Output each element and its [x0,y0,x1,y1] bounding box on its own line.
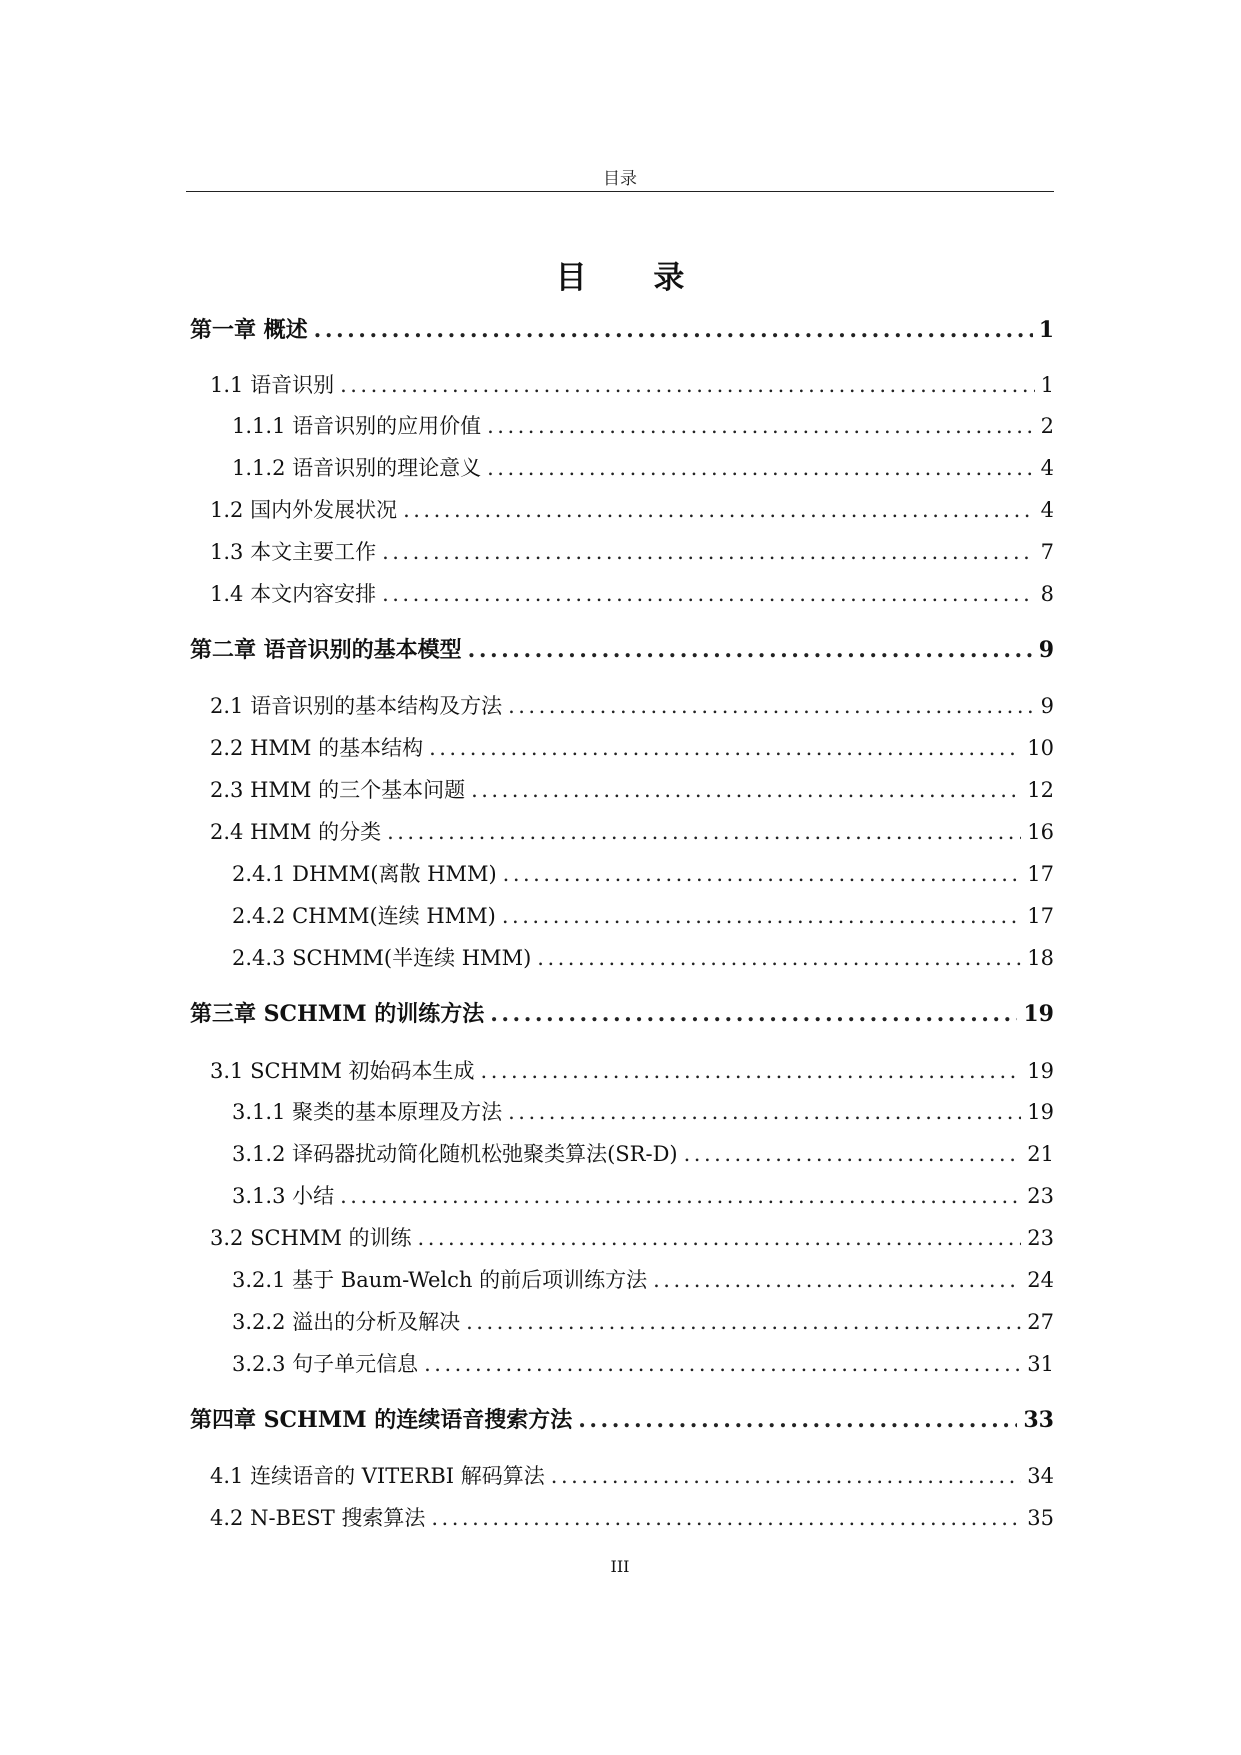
toc-chapter-entry [190,636,1054,664]
toc-entry-page: 1 [1040,373,1054,397]
toc-entry-page: 1 [1038,317,1054,343]
toc-leader-dots [314,316,1033,344]
toc-section-entry [190,1057,1054,1085]
toc-entry-label: 1.3 本文主要工作 [210,540,377,564]
toc-leader-dots [490,1000,1017,1028]
toc-entry-label: 2.4 HMM 的分类 [210,820,382,844]
toc-leader-dots [387,818,1021,846]
toc-entry-page: 19 [1027,1100,1054,1124]
toc-subsection-entry [190,1350,1054,1378]
toc-leader-dots [487,454,1035,482]
toc-leader-dots [431,1504,1021,1532]
toc-chapter-entry [190,1406,1054,1434]
toc-subsection-entry [190,902,1054,930]
toc-entry-label: 3.1.1 聚类的基本原理及方法 [232,1100,503,1124]
toc-entry-page: 33 [1023,1407,1054,1433]
running-header: 目录 [603,169,637,189]
toc-entry-page: 17 [1027,862,1054,886]
toc-entry-label: 3.2.1 基于 Baum-Welch 的前后项训练方法 [232,1268,648,1292]
toc-entry-page: 2 [1040,414,1054,438]
toc-entry-label: 2.4.1 DHMM(离散 HMM) [232,862,497,886]
toc-entry-label: 2.4.3 SCHMM(半连续 HMM) [232,946,532,970]
toc-entry-label: 第三章 SCHMM 的训练方法 [190,1001,485,1027]
toc-entry-page: 19 [1023,1001,1054,1027]
toc-subsection-entry [190,944,1054,972]
toc-section-entry [190,1504,1054,1532]
toc-section-entry [190,371,1054,399]
toc-entry-label: 1.4 本文内容安排 [210,582,377,606]
toc-subsection-entry [190,1266,1054,1294]
toc-leader-dots [578,1406,1017,1434]
toc-leader-dots [502,902,1021,930]
toc-entry-page: 35 [1027,1506,1054,1530]
toc-section-entry [190,692,1054,720]
toc-entry-page: 27 [1027,1310,1054,1334]
toc-entry-label: 3.2 SCHMM 的训练 [210,1226,412,1250]
toc-chapter-entry [190,1000,1054,1028]
toc-subsection-entry [190,1182,1054,1210]
toc-leader-dots [340,371,1035,399]
toc-subsection-entry [190,860,1054,888]
toc-entry-page: 9 [1038,637,1054,663]
toc-section-entry [190,818,1054,846]
toc-subsection-entry [190,454,1054,482]
toc-entry-page: 18 [1027,946,1054,970]
toc-entry-page: 9 [1040,694,1054,718]
toc-entry-label: 3.2.2 溢出的分析及解决 [232,1310,461,1334]
toc-entry-label: 1.2 国内外发展状况 [210,498,398,522]
toc-chapter-entry [190,316,1054,344]
page-number: III [610,1557,630,1576]
toc-leader-dots [424,1350,1021,1378]
toc-leader-dots [466,1308,1021,1336]
toc-section-entry [190,776,1054,804]
toc-entry-page: 23 [1027,1226,1054,1250]
toc-leader-dots [508,1098,1021,1126]
toc-entry-label: 3.2.3 句子单元信息 [232,1352,419,1376]
toc-section-entry [190,538,1054,566]
header-rule [186,191,1054,192]
toc-entry-label: 3.1 SCHMM 初始码本生成 [210,1059,475,1083]
toc-title: 目 录 [555,260,713,296]
toc-leader-dots [487,412,1035,440]
toc-leader-dots [481,1057,1022,1085]
toc-entry-label: 第四章 SCHMM 的连续语音搜索方法 [190,1407,573,1433]
toc-section-entry [190,580,1054,608]
toc-leader-dots [471,776,1021,804]
toc-entry-label: 4.1 连续语音的 VITERBI 解码算法 [210,1464,545,1488]
toc-leader-dots [418,1224,1022,1252]
toc-leader-dots [340,1182,1021,1210]
toc-entry-page: 4 [1040,498,1054,522]
toc-entry-label: 第二章 语音识别的基本模型 [190,637,462,663]
toc-entry-page: 31 [1027,1352,1054,1376]
toc-entry-page: 23 [1027,1184,1054,1208]
toc-entry-page: 10 [1027,736,1054,760]
toc-leader-dots [382,538,1035,566]
toc-entry-page: 21 [1027,1142,1054,1166]
toc-entry-label: 1.1.2 语音识别的理论意义 [232,456,482,480]
toc-leader-dots [508,692,1035,720]
toc-section-entry [190,496,1054,524]
toc-entry-label: 3.1.2 译码器扰动简化随机松弛聚类算法(SR-D) [232,1142,678,1166]
toc-entry-label: 1.1.1 语音识别的应用价值 [232,414,482,438]
toc-leader-dots [382,580,1035,608]
toc-leader-dots [551,1462,1022,1490]
toc-entry-label: 3.1.3 小结 [232,1184,335,1208]
toc-entry-label: 1.1 语音识别 [210,373,335,397]
toc-entry-page: 12 [1027,778,1054,802]
toc-leader-dots [653,1266,1021,1294]
toc-entry-label: 第一章 概述 [190,317,308,343]
toc-section-entry [190,1224,1054,1252]
toc-subsection-entry [190,412,1054,440]
toc-entry-page: 8 [1040,582,1054,606]
toc-entry-label: 2.3 HMM 的三个基本问题 [210,778,466,802]
toc-section-entry [190,1462,1054,1490]
toc-section-entry [190,734,1054,762]
toc-leader-dots [429,734,1021,762]
toc-entry-label: 4.2 N-BEST 搜索算法 [210,1506,426,1530]
toc-subsection-entry [190,1308,1054,1336]
toc-entry-page: 34 [1027,1464,1054,1488]
toc-entry-page: 16 [1027,820,1054,844]
toc-entry-label: 2.4.2 CHMM(连续 HMM) [232,904,496,928]
toc-entry-label: 2.1 语音识别的基本结构及方法 [210,694,503,718]
toc-leader-dots [403,496,1035,524]
toc-entry-label: 2.2 HMM 的基本结构 [210,736,424,760]
toc-subsection-entry [190,1140,1054,1168]
toc-leader-dots [503,860,1022,888]
toc-entry-page: 17 [1027,904,1054,928]
toc-entry-page: 4 [1040,456,1054,480]
toc-leader-dots [468,636,1033,664]
toc-leader-dots [684,1140,1022,1168]
toc-entry-page: 19 [1027,1059,1054,1083]
toc-entry-page: 7 [1040,540,1054,564]
toc-leader-dots [537,944,1021,972]
toc-subsection-entry [190,1098,1054,1126]
toc-entry-page: 24 [1027,1268,1054,1292]
